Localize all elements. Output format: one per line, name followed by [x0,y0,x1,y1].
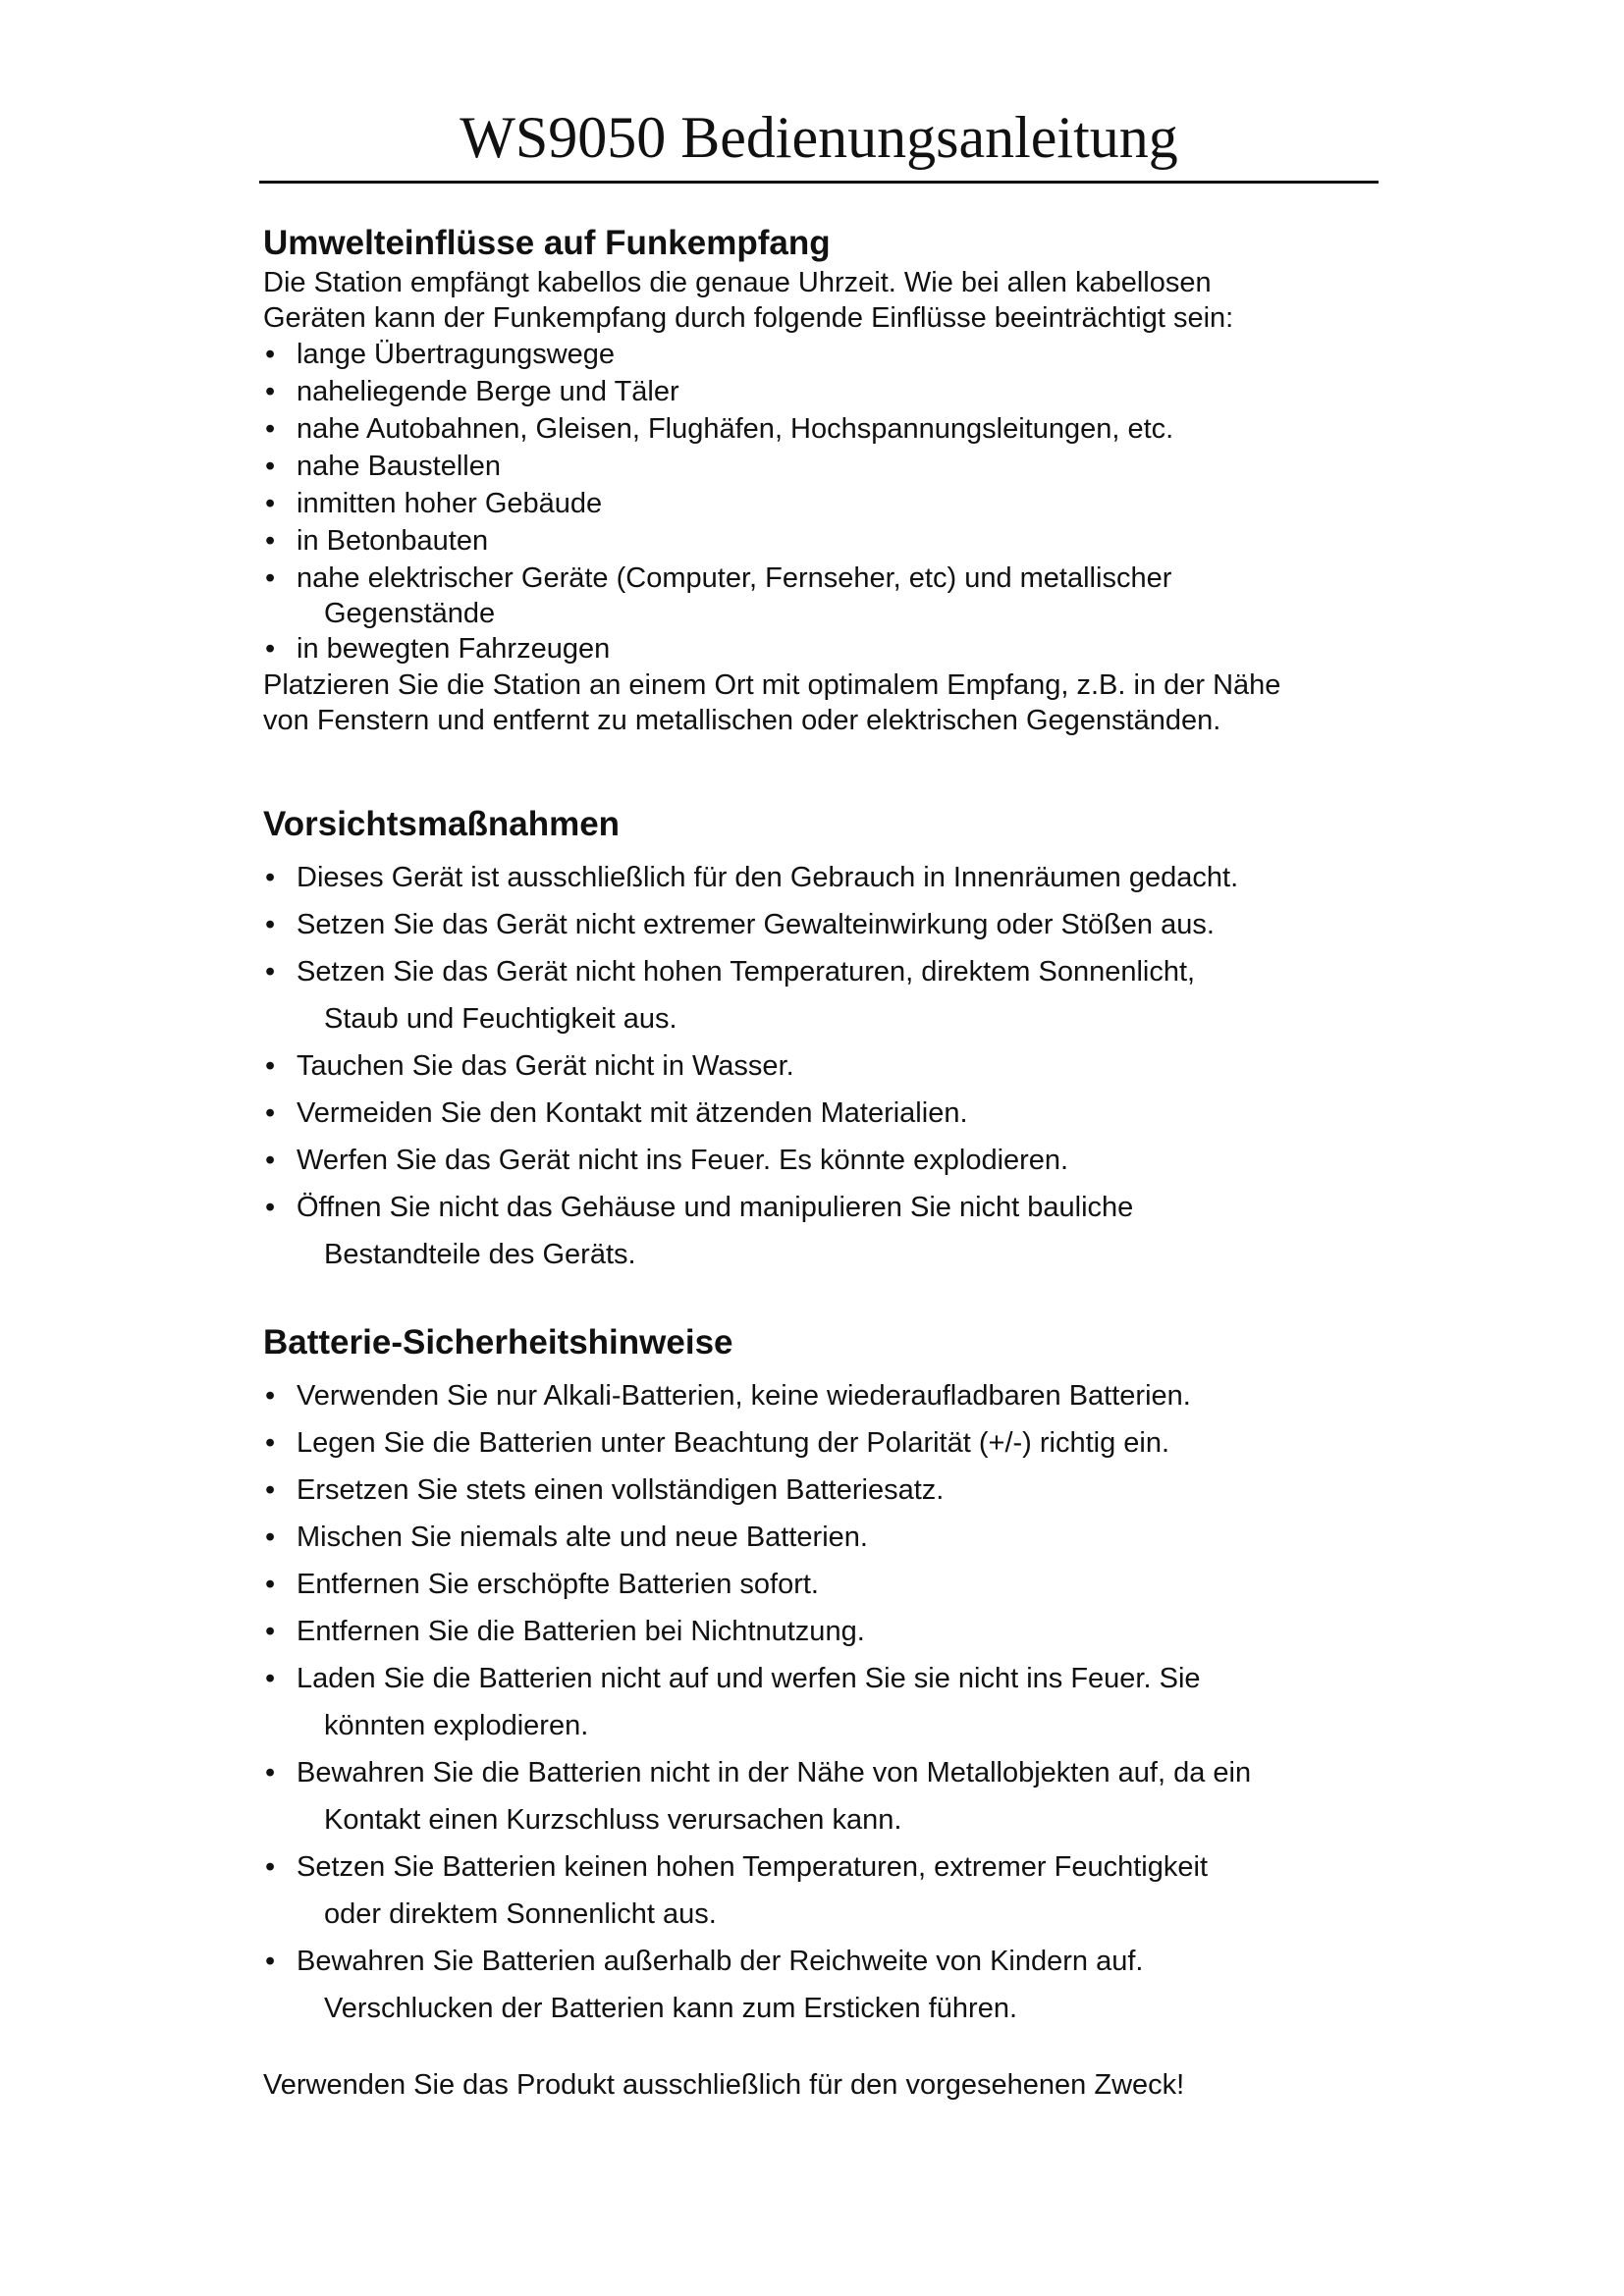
list-item-text: Verwenden Sie nur Alkali-Batterien, keine wiederaufladbaren Batterien. [297,1380,1191,1412]
bullet-icon: • [265,1851,276,1883]
bullet-icon: • [265,1474,276,1506]
section-heading: Umwelteinflüsse auf Funkempfang [263,224,831,262]
section-heading: Vorsichtsmaßnahmen [263,805,621,843]
section-radio-reception [263,222,1392,738]
list-item-text: nahe Autobahnen, Gleisen, Flughäfen, Hochspannungsleitungen, etc. [297,413,1174,445]
list-item-text: Bewahren Sie die Batterien nicht in der Nähe von Metallobjekten auf, da ein [297,1757,1252,1789]
list-item [263,336,1392,373]
bullet-icon: • [265,1427,276,1459]
list-item-text: Entfernen Sie erschöpfte Batterien sofort. [297,1569,819,1600]
list-item [263,373,1392,410]
bullet-icon: • [265,1145,276,1176]
bullet-icon: • [265,1192,276,1223]
bullet-icon: • [265,562,276,594]
list-item-continuation: Bestandteile des Geräts. [324,1239,636,1270]
list-item [263,485,1392,522]
list-item [263,1514,1392,1561]
list-item [263,1090,1392,1137]
list-item [263,948,1392,1042]
document-title: WS9050 Bedienungsanleitung [460,105,1178,170]
list-item [263,1372,1392,1419]
bullet-icon: • [265,1946,276,1977]
intro-line: Geräten kann der Funkempfang durch folgende Einflüsse beeinträchtigt sein: [263,302,1234,334]
list-item-text: Öffnen Sie nicht das Gehäuse und manipulieren Sie nicht bauliche [297,1192,1134,1223]
list-item-continuation: könnten explodieren. [324,1710,589,1741]
outro-line: Platzieren Sie die Station an einem Ort mit optimalem Empfang, z.B. in der Nähe [263,669,1281,701]
list-item-text: Entfernen Sie die Batterien bei Nichtnutzung. [297,1616,865,1647]
list-item [263,1561,1392,1608]
list-item-text: nahe Baustellen [297,451,501,482]
section-heading: Batterie-Sicherheitshinweise [263,1323,733,1362]
bullet-icon: • [265,376,276,407]
intro-line: Die Station empfängt kabellos die genaue Uhrzeit. Wie bei allen kabellosen [263,267,1212,298]
list-item-continuation: Kontakt einen Kurzschluss verursachen kann. [324,1804,902,1836]
list-item [263,448,1392,485]
bullet-icon: • [265,633,276,665]
bullet-icon: • [265,413,276,445]
list-item-text: Dieses Gerät ist ausschließlich für den Gebrauch in Innenräumen gedacht. [297,862,1239,893]
list-item [263,1655,1392,1749]
list-item [263,1419,1392,1467]
list-item [263,1843,1392,1938]
list-item-text: Vermeiden Sie den Kontakt mit ätzenden Materialien. [297,1097,968,1129]
list-item [263,1467,1392,1514]
list-item [263,1608,1392,1655]
bullet-icon: • [265,1569,276,1600]
list-item-text: Ersetzen Sie stets einen vollständigen Batteriesatz. [297,1474,945,1506]
list-item-text: naheliegende Berge und Täler [297,376,679,407]
list-item [263,1137,1392,1184]
list-item-text: Setzen Sie das Gerät nicht extremer Gewalteinwirkung oder Stößen aus. [297,909,1215,940]
list-item-text: Setzen Sie Batterien keinen hohen Temperaturen, extremer Feuchtigkeit [297,1851,1208,1883]
bullet-icon: • [265,488,276,519]
bullet-icon: • [265,1050,276,1082]
list-item [263,410,1392,448]
list-item-text: Werfen Sie das Gerät nicht ins Feuer. Es könnte explodieren. [297,1145,1069,1176]
list-item [263,854,1392,901]
list-item [263,1042,1392,1090]
closing-note: Verwenden Sie das Produkt ausschließlich für den vorgesehenen Zweck! [263,2069,1185,2101]
outro-line: von Fenstern und entfernt zu metallischen oder elektrischen Gegenständen. [263,705,1221,736]
bullet-icon: • [265,1380,276,1412]
list-item-continuation: Staub und Feuchtigkeit aus. [324,1003,677,1035]
bullet-icon: • [265,1097,276,1129]
bullet-icon: • [265,956,276,988]
bullet-icon: • [265,339,276,370]
list-item [263,901,1392,948]
list-item-text: Tauchen Sie das Gerät nicht in Wasser. [297,1050,794,1082]
list-item-text: in bewegten Fahrzeugen [297,633,611,665]
list-item-text: Laden Sie die Batterien nicht auf und werfen Sie sie nicht ins Feuer. Sie [297,1663,1201,1694]
list-item [263,560,1392,630]
list-item [263,1938,1392,2032]
title-underline [259,181,1379,184]
bullet-icon: • [265,451,276,482]
list-item [263,630,1392,667]
interference-list [263,336,1392,667]
list-item-continuation: Gegenstände [324,598,496,629]
bullet-icon: • [265,909,276,940]
list-item-text: nahe elektrischer Geräte (Computer, Fernseher, etc) und metallischer [297,562,1172,594]
section-battery-safety [263,1321,1392,2032]
list-item-text: Mischen Sie niemals alte und neue Batterien. [297,1522,868,1553]
list-item-continuation: oder direktem Sonnenlicht aus. [324,1898,717,1930]
list-item-text: in Betonbauten [297,525,489,557]
list-item-text: lange Übertragungswege [297,339,616,370]
bullet-icon: • [265,1757,276,1789]
bullet-icon: • [265,1663,276,1694]
precautions-list [263,854,1392,1278]
list-item-continuation: Verschlucken der Batterien kann zum Ersticken führen. [324,1993,1018,2024]
bullet-icon: • [265,1616,276,1647]
bullet-icon: • [265,525,276,557]
list-item-text: Setzen Sie das Gerät nicht hohen Temperaturen, direktem Sonnenlicht, [297,956,1196,988]
list-item-text: Bewahren Sie Batterien außerhalb der Reichweite von Kindern auf. [297,1946,1144,1977]
list-item-text: Legen Sie die Batterien unter Beachtung der Polarität (+/-) richtig ein. [297,1427,1170,1459]
section-precautions [263,803,1392,1278]
list-item [263,522,1392,560]
bullet-icon: • [265,862,276,893]
bullet-icon: • [265,1522,276,1553]
battery-safety-list [263,1372,1392,2032]
list-item [263,1749,1392,1843]
list-item [263,1184,1392,1278]
list-item-text: inmitten hoher Gebäude [297,488,603,519]
